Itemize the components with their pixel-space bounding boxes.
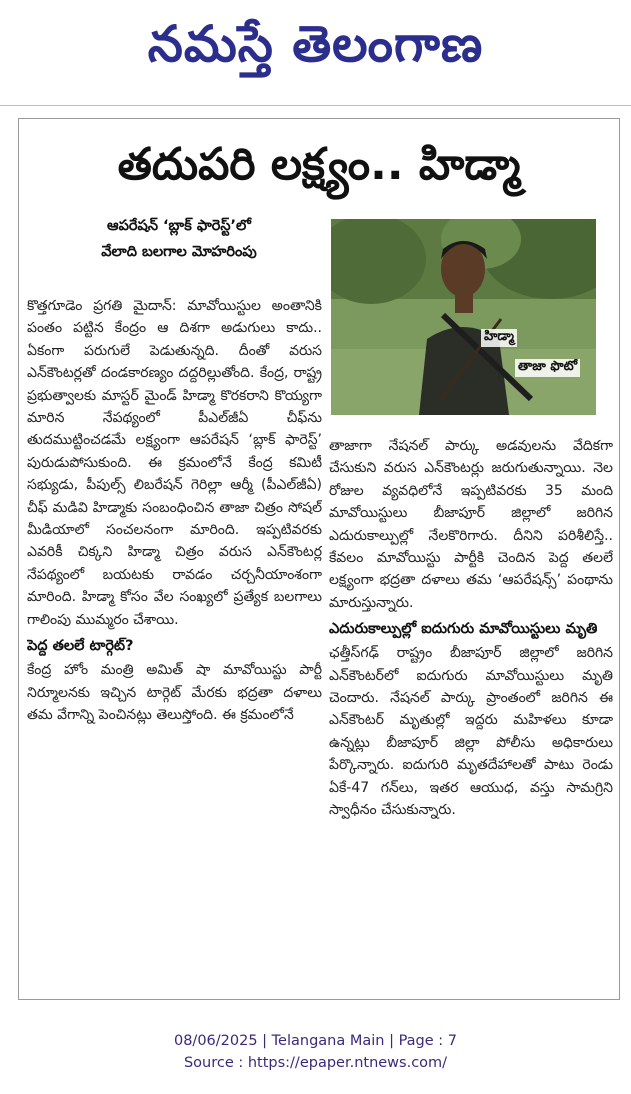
masthead-logo: నమస్తే తెలంగాణ (147, 14, 484, 73)
footer (0, 1030, 631, 1074)
subheadline (29, 213, 329, 265)
subheadline-line-2: వేలాది బలగాల మోహరింపు (101, 244, 257, 260)
left-subheading: పెద్ద తలలే టార్గెట్? (27, 638, 134, 655)
masthead-divider (0, 105, 631, 106)
left-column (27, 295, 322, 985)
photo-illustration (331, 219, 596, 415)
right-paragraph-1: తాజాగా నేషనల్ పార్కు అడవులను వేదికగా చేసుకుని వరుస ఎన్‌కౌంటర్లు జరుగుతున్నాయి. నెల రోజుల వ్యవధిలోనే ఇప్పటివరకు 35 మంది మావోయిస్టులు బీజాపూర్ జిల్లాలో జరిగిన ఎదురుకాల్పుల్లో నేలకొరిగారు. దీనిని పరిశీలిస్తే.. కేవలం మావోయిస్టు పార్టీకి చెందిన పెద్ద తలలే లక్ష్యంగా భద్రతా దళాలు తమ ‘ఆపరేషన్స్’ పంథాను మారుస్తున్నారు. (329, 438, 613, 611)
headline: తదుపరి లక్ష్యం.. హిడ్మా (117, 139, 521, 190)
left-paragraph-2: కేంద్ర హోం మంత్రి అమిత్ షా మావోయిస్టు పార్టీ నిర్మూలనకు ఇచ్చిన టార్గెట్ మేరకు భద్రతా దళాలు తమ వేగాన్ని పెంచినట్లు తెలుస్తోంది. ఈ క్రమంలోనే (27, 662, 322, 723)
footer-source-link[interactable]: Source : https://epaper.ntnews.com/ (183, 1055, 448, 1071)
hidma-photo (331, 219, 596, 415)
footer-edition-info: 08/06/2025 | Telangana Main | Page : 7 (173, 1033, 458, 1049)
photo-caption-note: తాజా ఫొటో (515, 359, 580, 377)
right-paragraph-2: ఛత్తీస్‌గఢ్ రాష్ట్రం బీజాపూర్ జిల్లాలో జరిగిన ఎన్‌కౌంటర్‌లో ఐదుగురు మావోయిస్టులు మృతి చెందారు. నేషనల్ పార్కు ప్రాంతంలో జరిగిన ఈ ఎన్‌కౌంటర్ మృతుల్లో ఇద్దరు మహిళలు కూడా ఉన్నట్లు బీజాపూర్ జిల్లా పోలీసు అధికారులు పేర్కొన్నారు. ఐదుగురి మృతదేహాలతో పాటు రెండు ఏకే-47 గన్‌లు, ఇతర ఆయుధ, వస్తు సామగ్రిని స్వాధీనం చేసుకున్నారు. (329, 645, 613, 819)
right-subheading: ఎదురుకాల్పుల్లో ఐదుగురు మావోయిస్టులు మృతి (329, 621, 598, 638)
subheadline-line-1: ఆపరేషన్ ‘బ్లాక్ ఫారెస్ట్’లో (107, 218, 251, 234)
news-clipping (18, 118, 620, 1000)
left-paragraph-1: కొత్తగూడెం ప్రగతి మైదాన్: మావోయిస్టుల అంతానికి పంతం పట్టిన కేంద్రం ఆ దిశగా అడుగులు కాదు.. ఏకంగా పరుగులే పెడుతున్నది. దీంతో వరుస ఎన్‌కౌంటర్లతో దండకారణ్యం దద్దరిల్లుతోంది. కేంద్ర, రాష్ట్ర ప్రభుత్వాలకు మాస్టర్ మైండ్ హిడ్మా కొరకరాని కొయ్యగా మారిన నేపథ్యంలో పీఎల్‌జీఏ చీఫ్‌ను తుదముట్టించడమే లక్ష్యంగా ఆపరేషన్ ‘బ్లాక్ ఫారెస్ట్’ పురుడుపోసుకుంది. ఈ క్రమంలోనే కేంద్ర కమిటీ సభ్యుడు, పీపుల్స్ లిబరేషన్ గెరిల్లా ఆర్మీ (పీఎల్‌జీఏ) చీఫ్ మడివి హిడ్మాకు సంబంధించిన తాజా చిత్రం సోషల్ మీడియాలో సంచలనంగా మారింది. ఇప్పటివరకు ఎవరికీ చిక్కని హిడ్మా చిత్రం వరుస ఎన్‌కౌంటర్ల నేపథ్యంలో బయటకు రావడం చర్చనీయాంశంగా మారింది. హిడ్మా కోసం వేల సంఖ్యలో ప్రత్యేక బలగాలు గాలింపు ముమ్మరం చేశాయి. (27, 298, 322, 628)
masthead (0, 0, 631, 100)
photo-caption-name: హిడ్మా (481, 329, 517, 347)
right-column (329, 435, 613, 975)
